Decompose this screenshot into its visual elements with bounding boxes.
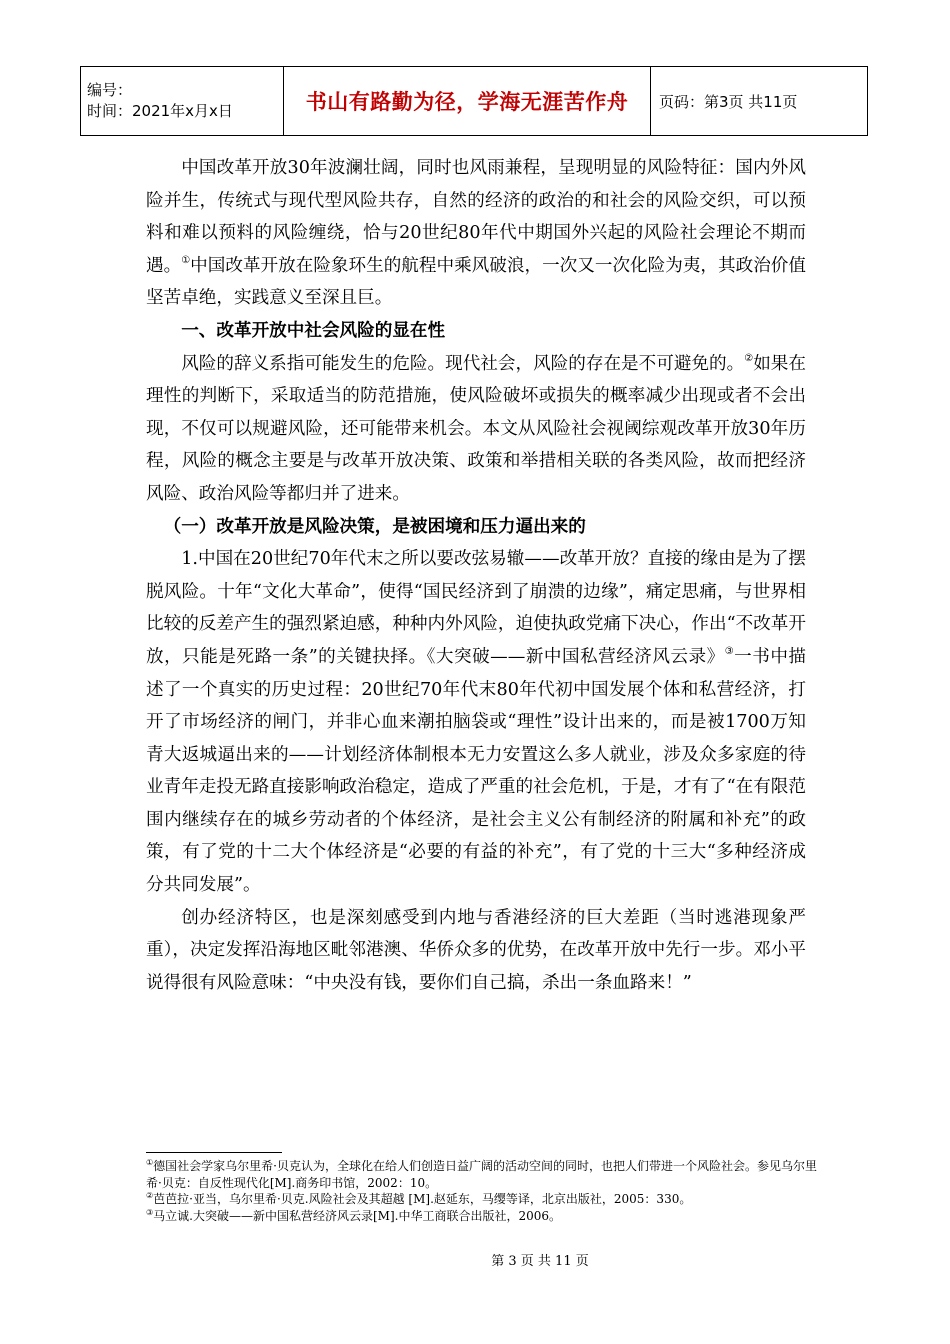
header-motto: 书山有路勤为径，学海无涯苦作舟 — [284, 67, 651, 136]
footnotes — [146, 1158, 826, 1224]
footnote-text: 马立诚.大突破——新中国私营经济风云录[M].中华工商联合出版社，2006。 — [153, 1208, 561, 1223]
paragraph-text: 中国改革开放30年波澜壮阔，同时也风雨兼程，呈现明显的风险特征：国内外风险并生，传统式与现代型风险共存，自然的经济的政治的和社会的风险交织，可以预料和难以预料的风险缠绕，恰与20世纪80年代中期国外兴起的风险社会理论不期而遇。 — [146, 158, 806, 276]
page-header — [80, 66, 868, 136]
footnote-text: 芭芭拉·亚当，乌尔里希·贝克.风险社会及其超越 [M].赵延东，马缨等译，北京出版社，2005：330。 — [153, 1192, 692, 1206]
footnote-marker[interactable]: ① — [181, 254, 191, 266]
header-meta — [81, 67, 284, 136]
footnote-text: 德国社会学家乌尔里希·贝克认为，全球化在给人们创造日益广阔的活动空间的同时，也把人们带进一个风险社会。参见乌尔里希·贝克：自反性现代化[M].商务印书馆，2002：10。 — [146, 1159, 817, 1190]
footnote-marker[interactable]: ② — [744, 352, 754, 364]
footnote-ref-2[interactable] — [744, 354, 753, 374]
footnote-ref-1[interactable] — [181, 256, 190, 276]
footnote-2 — [146, 1191, 826, 1208]
footnote-mark: ③ — [146, 1207, 154, 1217]
footnote-marker[interactable]: ③ — [724, 645, 735, 657]
header-date: 时间：2021年x月x日 — [87, 102, 233, 120]
paragraph-text: 风险的辞义系指可能发生的危险。现代社会，风险的存在是不可避免的。 — [181, 353, 745, 374]
footnote-divider — [146, 1152, 282, 1153]
footnote-mark: ② — [146, 1191, 154, 1200]
section-heading-1: 一、改革开放中社会风险的显在性 — [181, 320, 446, 341]
footnote-ref-3[interactable] — [725, 647, 734, 667]
page-footer — [0, 1250, 950, 1269]
paragraph-text: 如果在理性的判断下，采取适当的防范措施，使风险破坏或损失的概率减少出现或者不会出现，不仅可以规避风险，还可能带来机会。本文从风险社会视阈综观改革开放30年历程，风险的概念主要是与改革开放决策、政策和举措相关联的各类风险，故而把经济风险、政治风险等都归并了进来。 — [146, 353, 806, 504]
footnote-3 — [146, 1208, 826, 1225]
paragraph-special-zones: 创办经济特区，也是深刻感受到内地与香港经济的巨大差距（当时逃港现象严重），决定发挥沿海地区毗邻港澳、华侨众多的优势，在改革开放中先行一步。邓小平说得很有风险意味：“中央没有钱，要你们自己搞，杀出一条血路来！” — [146, 907, 806, 993]
paragraph-risk-definition — [146, 348, 806, 511]
paragraph-intro — [146, 152, 806, 315]
page-number: 第 3 页 共 11 页 — [491, 1254, 589, 1269]
header-number-label: 编号： — [87, 81, 133, 99]
document-body — [146, 152, 806, 999]
footnote-1 — [146, 1158, 826, 1191]
paragraph-reform-origin — [146, 543, 806, 902]
paragraph-text: 1.中国在20世纪70年代末之所以要改弦易辙——改革开放？直接的缘由是为了摆脱风险。十年“文化大革命”，使得“国民经济到了崩溃的边缘”，痛定思痛，与世界相比较的反差产生的强烈紧迫感，种种内外风险，迫使执政党痛下决心，作出“不改革开放，只能是死路一条”的关键抉择。《大突破——新中国私营经济风云录》 — [146, 549, 806, 667]
paragraph-text: 中国改革开放在险象环生的航程中乘风破浪，一次又一次化险为夷，其政治价值坚苦卓绝，实践意义至深且巨。 — [146, 255, 806, 309]
header-page-info: 页码：第3页 共11页 — [651, 67, 868, 136]
paragraph-text: 一书中描述了一个真实的历史过程：20世纪70年代末80年代初中国发展个体和私营经济，打开了市场经济的闸门，并非心血来潮拍脑袋或“理性”设计出来的，而是被1700万知青大返城逼出来的——计划经济体制根本无力安置这么多人就业，涉及众多家庭的待业青年走投无路直接影响政治稳定，造成了严重的社会危机，于是，才有了“在有限范围内继续存在的城乡劳动者的个体经济，是社会主义公有制经济的附属和补充”的政策，有了党的十二大个体经济是“必要的有益的补充”，有了党的十三大“多种经济成分共同发展”。 — [146, 646, 806, 896]
subsection-heading-1: （一）改革开放是风险决策，是被困境和压力逼出来的 — [163, 516, 586, 537]
footnote-mark: ① — [146, 1158, 154, 1167]
